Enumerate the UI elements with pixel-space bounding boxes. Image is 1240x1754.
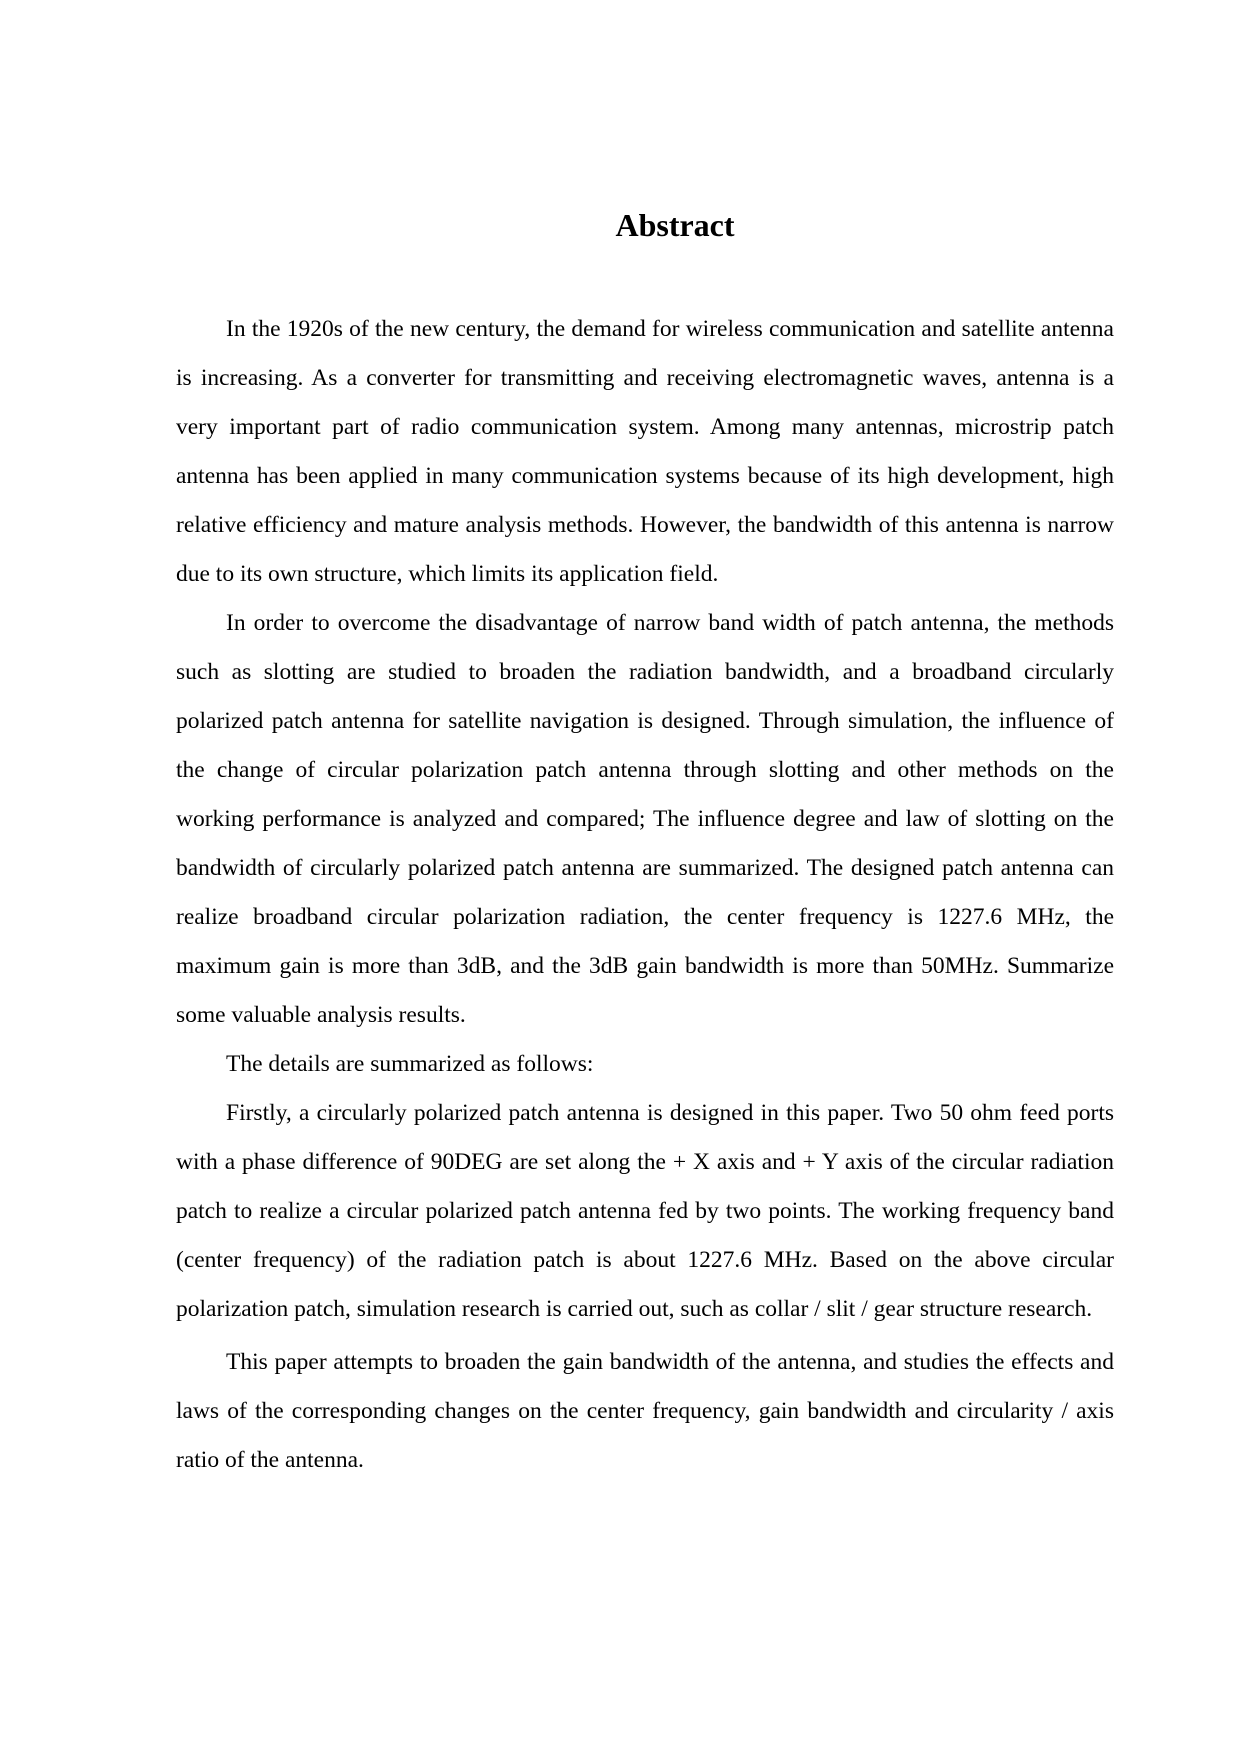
page-title: Abstract: [615, 207, 735, 243]
abstract-paragraph-5: This paper attempts to broaden the gain bandwidth of the antenna, and studies the effects and laws of the corresponding changes on the center frequency, gain bandwidth and circularity / axis ratio of the antenna.: [176, 1349, 1114, 1473]
abstract-body: [176, 305, 1114, 1485]
abstract-paragraph-3: The details are summarized as follows:: [226, 1051, 594, 1077]
abstract-paragraph-2: In order to overcome the disadvantage of narrow band width of patch antenna, the methods such as slotting are studied to broaden the radiation bandwidth, and a broadband circularly polarized patch antenna for satellite navigation is designed. Through simulation, the influence of the change of circular polarization patch antenna through slotting and other methods on the working performance is analyzed and compared; The influence degree and law of slotting on the bandwidth of circularly polarized patch antenna are summarized. The designed patch antenna can realize broadband circular polarization radiation, the center frequency is 1227.6 MHz, the maximum gain is more than 3dB, and the 3dB gain bandwidth is more than 50MHz. Summarize some valuable analysis results.: [176, 610, 1114, 1028]
abstract-paragraph-4: Firstly, a circularly polarized patch antenna is designed in this paper. Two 50 ohm feed ports with a phase difference of 90DEG are set along the + X axis and + Y axis of the circular radiation patch to realize a circular polarized patch antenna fed by two points. The working frequency band (center frequency) of the radiation patch is about 1227.6 MHz. Based on the above circular polarization patch, simulation research is carried out, such as collar / slit / gear structure research.: [176, 1100, 1114, 1322]
abstract-paragraph-1: In the 1920s of the new century, the demand for wireless communication and satellite antenna is increasing. As a converter for transmitting and receiving electromagnetic waves, antenna is a very important part of radio communication system. Among many antennas, microstrip patch antenna has been applied in many communication systems because of its high development, high relative efficiency and mature analysis methods. However, the bandwidth of this antenna is narrow due to its own structure, which limits its application field.: [176, 316, 1114, 587]
